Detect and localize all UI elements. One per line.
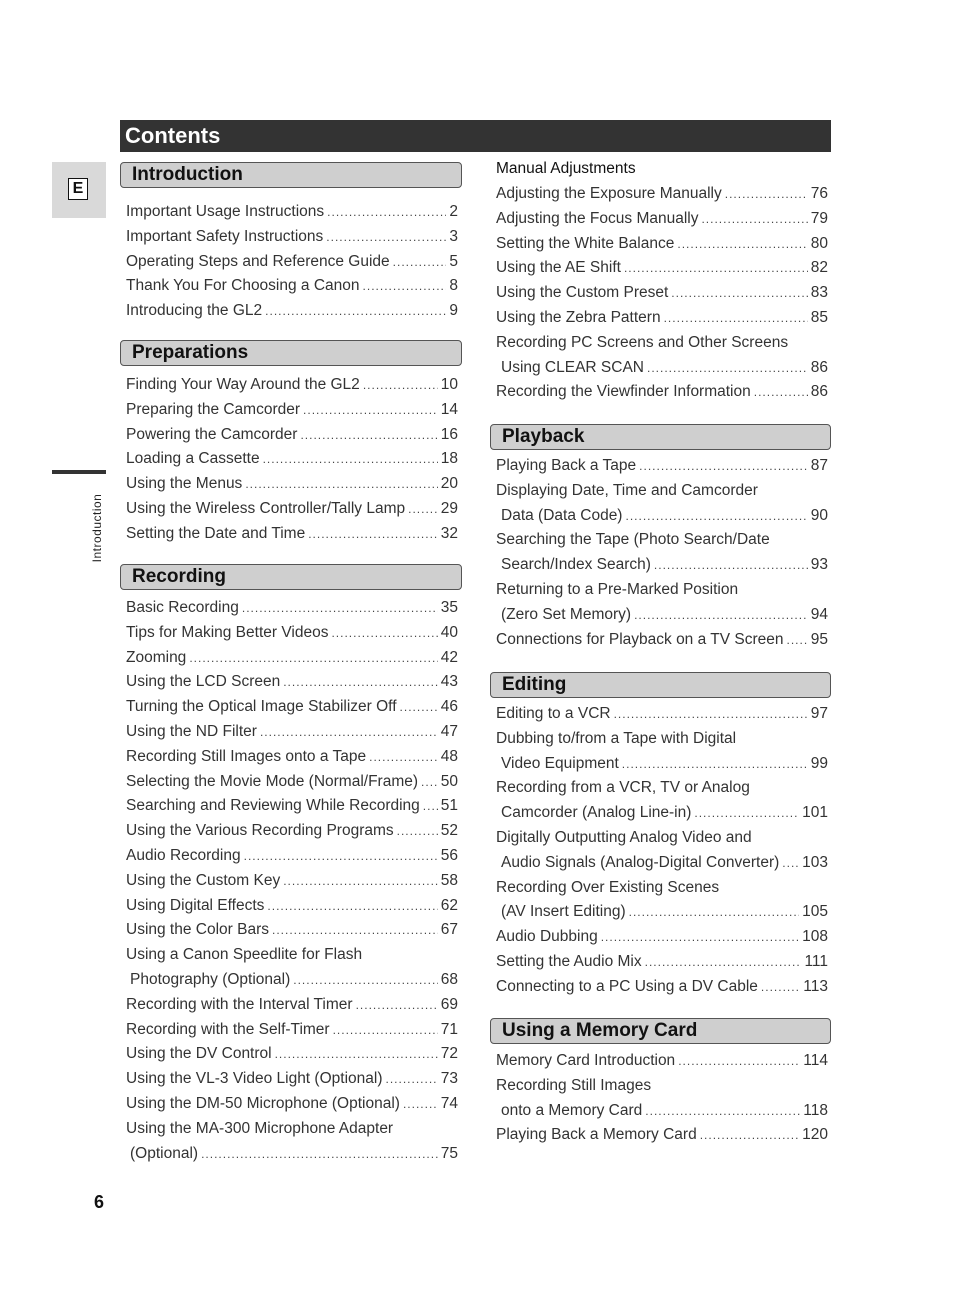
- toc-entry-text: Camcorder (Analog Line-in): [501, 804, 692, 822]
- toc-entry-text: (Optional): [130, 1144, 199, 1162]
- toc-entry-text: Important Usage Instructions: [126, 203, 325, 220]
- toc-entry: [126, 300, 458, 322]
- toc-entry-text: Editing to a VCR: [496, 705, 611, 722]
- toc-entry: [126, 374, 458, 396]
- toc-entry-page: 18: [440, 450, 458, 468]
- toc-entry-text: Using the DM-50 Microphone (Optional): [126, 1095, 400, 1112]
- toc-entry-page: 82: [810, 259, 828, 277]
- dot-leader: [647, 357, 808, 379]
- toc-entry: [496, 257, 828, 279]
- toc-entry: [126, 473, 458, 495]
- toc-entry-text: Zooming: [126, 648, 187, 666]
- section-header-editing: [490, 672, 831, 698]
- dot-leader: [786, 629, 807, 651]
- toc-entry-page: 111: [804, 953, 828, 970]
- dot-leader: [260, 721, 438, 743]
- toc-entry: [126, 275, 458, 297]
- toc-entry-text: Using the ND Filter: [126, 723, 257, 740]
- dot-leader: [761, 976, 800, 998]
- toc-entry: [126, 1068, 458, 1090]
- toc-entry-text: Playing Back a Memory Card: [496, 1126, 697, 1144]
- toc-entry: [126, 870, 458, 892]
- toc-entry-page: 73: [440, 1070, 458, 1088]
- section-header-introduction: [120, 162, 462, 188]
- toc-entry-text: Recording with the Self-Timer: [126, 1020, 330, 1038]
- toc-entry-page: 62: [440, 896, 458, 914]
- section-title: Editing: [502, 674, 567, 695]
- toc-entry-page: 52: [440, 822, 458, 840]
- dot-leader: [189, 647, 437, 669]
- toc-entry: [501, 357, 828, 379]
- toc-entry-text: Using the Color Bars: [126, 921, 270, 939]
- toc-entry-page: 86: [810, 383, 828, 401]
- toc-entry: [496, 1050, 828, 1072]
- toc-entry-text: Recording the Viewfinder Information: [496, 383, 751, 401]
- toc-entry-text: Adjusting the Exposure Manually: [496, 185, 722, 202]
- toc-entry: [496, 951, 828, 973]
- toc-entry-text: Recording with the Interval Timer: [126, 995, 353, 1013]
- toc-entry-page: 16: [440, 425, 458, 443]
- toc-entry-text: Important Safety Instructions: [126, 227, 324, 245]
- toc-entry: [126, 597, 458, 619]
- toc-entry-page: 74: [440, 1095, 458, 1112]
- toc-entry-page: 50: [440, 772, 458, 790]
- dot-leader: [272, 919, 438, 941]
- dot-leader: [654, 554, 808, 576]
- toc-entry: [126, 251, 458, 273]
- toc-entry: [496, 1124, 828, 1146]
- toc-entry-page: 76: [810, 185, 828, 202]
- dot-leader: [421, 771, 438, 793]
- dot-leader: [694, 802, 799, 824]
- toc-entry: [126, 201, 458, 223]
- toc-entry-text: Searching and Reviewing While Recording: [126, 797, 420, 815]
- toc-entry: [126, 696, 458, 718]
- toc-entry-page: 10: [440, 376, 458, 393]
- toc-entry-page: 80: [810, 234, 828, 252]
- toc-entry-page: 56: [440, 847, 458, 864]
- toc-entry-text: Powering the Camcorder: [126, 425, 298, 443]
- toc-entry: [126, 1043, 458, 1065]
- section-title: Playback: [502, 426, 585, 447]
- toc-entry-text: Connections for Playback on a TV Screen: [496, 630, 784, 648]
- toc-entry-text: Basic Recording: [126, 599, 239, 616]
- toc-entry-page: 69: [440, 995, 458, 1013]
- toc-entry: [501, 802, 828, 824]
- toc-entry-text: Photography (Optional): [130, 971, 291, 988]
- dot-leader: [263, 448, 438, 470]
- toc-entry-continued: Searching the Tape (Photo Search/Date: [496, 531, 770, 549]
- toc-entry-text: (AV Insert Editing): [501, 903, 626, 921]
- toc-entry: [126, 622, 458, 644]
- toc-entry-page: 101: [802, 804, 828, 822]
- toc-entry-text: Search/Index Search): [501, 556, 651, 574]
- toc-entry-page: 46: [440, 698, 458, 716]
- toc-entry-text: Recording Still Images onto a Tape: [126, 747, 367, 765]
- toc-entry-page: 114: [803, 1052, 828, 1069]
- dot-leader: [245, 473, 437, 495]
- toc-entry-text: Thank You For Choosing a Canon: [126, 277, 360, 295]
- dot-leader: [303, 399, 438, 421]
- toc-entry-text: Using Digital Effects: [126, 896, 265, 914]
- toc-entry-continued: Returning to a Pre-Marked Position: [496, 581, 739, 598]
- toc-entry: [496, 282, 828, 304]
- toc-entry: [501, 852, 828, 874]
- toc-entry: [496, 976, 828, 998]
- dot-leader: [624, 257, 808, 279]
- dot-leader: [678, 1050, 800, 1072]
- dot-leader: [356, 994, 438, 1016]
- toc-entry-continued: Recording Over Existing Scenes: [496, 878, 720, 896]
- toc-entry-text: Preparing the Camcorder: [126, 400, 301, 418]
- section-title: Using a Memory Card: [502, 1020, 698, 1041]
- dot-leader: [677, 233, 807, 255]
- toc-entry: [496, 307, 828, 329]
- toc-entry-page: 43: [440, 673, 458, 691]
- toc-entry: [501, 505, 828, 527]
- toc-entry-page: 67: [440, 921, 458, 939]
- toc-entry-continued: Displaying Date, Time and Camcorder: [496, 481, 758, 499]
- contents-title-bar: [120, 120, 831, 152]
- section-title: Introduction: [132, 164, 243, 185]
- toc-entry-page: 71: [440, 1020, 458, 1038]
- toc-entry: [126, 226, 458, 248]
- section-title: Preparations: [132, 342, 249, 363]
- dot-leader: [300, 424, 437, 446]
- dot-leader: [275, 1043, 438, 1065]
- dot-leader: [363, 275, 447, 297]
- toc-entry-continued: Recording from a VCR, TV or Analog: [496, 779, 750, 797]
- toc-entry: [496, 183, 828, 205]
- dot-leader: [385, 1068, 437, 1090]
- toc-entry-text: Audio Dubbing: [496, 928, 598, 946]
- dot-leader: [671, 282, 807, 304]
- toc-entry-text: Operating Steps and Reference Guide: [126, 252, 390, 270]
- toc-entry: [126, 647, 458, 669]
- toc-entry-text: Selecting the Movie Mode (Normal/Frame): [126, 772, 419, 790]
- page-title: Contents: [125, 123, 221, 148]
- dot-leader: [331, 622, 437, 644]
- dot-leader: [326, 226, 446, 248]
- dot-leader: [369, 746, 438, 768]
- toc-entry: [126, 795, 458, 817]
- toc-entry-page: 95: [810, 630, 828, 648]
- toc-entry-text: onto a Memory Card: [501, 1101, 643, 1119]
- toc-entry-text: Playing Back a Tape: [496, 457, 637, 474]
- toc-entry-page: 72: [440, 1045, 458, 1063]
- toc-entry: [496, 629, 828, 651]
- toc-entry-page: 93: [810, 556, 828, 574]
- toc-entry-text: Adjusting the Focus Manually: [496, 209, 699, 227]
- dot-leader: [393, 251, 447, 273]
- dot-leader: [725, 183, 808, 205]
- toc-entry-page: 79: [810, 209, 828, 227]
- toc-entry-text: Memory Card Introduction: [496, 1052, 676, 1069]
- toc-entry: [496, 208, 828, 230]
- toc-entry-page: 20: [440, 475, 458, 493]
- toc-entry-page: 47: [440, 723, 458, 740]
- side-rule: [52, 470, 106, 474]
- dot-leader: [201, 1143, 438, 1165]
- subsection-title-manual-adjustments: Manual Adjustments: [496, 160, 636, 177]
- toc-entry-page: 48: [440, 747, 458, 765]
- toc-entry-text: Using the Various Recording Programs: [126, 822, 394, 840]
- dot-leader: [265, 300, 446, 322]
- toc-entry: [126, 498, 458, 520]
- toc-entry-text: Using the Menus: [126, 475, 243, 493]
- toc-entry: [126, 771, 458, 793]
- toc-entry-page: 97: [810, 705, 828, 722]
- dot-leader: [423, 795, 438, 817]
- side-section-label: Introduction: [90, 493, 104, 563]
- toc-entry-text: Video Equipment: [501, 754, 619, 772]
- toc-entry: [501, 604, 828, 626]
- toc-entry-page: 120: [802, 1126, 828, 1144]
- section-title: Recording: [132, 566, 226, 587]
- toc-entry: [501, 753, 828, 775]
- dot-leader: [645, 1100, 800, 1122]
- toc-entry-continued: Digitally Outputting Analog Video and: [496, 829, 752, 846]
- toc-entry: [496, 455, 828, 477]
- toc-entry-text: Setting the Date and Time: [126, 524, 306, 542]
- toc-entry: [126, 845, 458, 867]
- toc-entry-page: 108: [802, 928, 828, 946]
- dot-leader: [634, 604, 808, 626]
- toc-entry-text: Using CLEAR SCAN: [501, 358, 644, 376]
- toc-entry-page: 14: [440, 400, 458, 418]
- dot-leader: [283, 671, 438, 693]
- toc-entry-page: 58: [440, 871, 458, 889]
- toc-entry: [496, 926, 828, 948]
- toc-entry-text: Audio Signals (Analog-Digital Converter): [501, 853, 780, 871]
- dot-leader: [400, 696, 438, 718]
- toc-entry-text: Data (Data Code): [501, 506, 623, 524]
- dot-leader: [625, 505, 807, 527]
- toc-entry: [501, 1100, 828, 1122]
- toc-entry-text: (Zero Set Memory): [501, 605, 632, 623]
- toc-entry-page: 35: [440, 599, 458, 616]
- dot-leader: [645, 951, 802, 973]
- toc-entry-page: 83: [810, 284, 828, 302]
- dot-leader: [327, 201, 446, 223]
- dot-leader: [308, 523, 438, 545]
- dot-leader: [403, 1093, 438, 1115]
- toc-entry-page: 51: [440, 797, 458, 815]
- dot-leader: [614, 703, 808, 725]
- dot-leader: [700, 1124, 799, 1146]
- dot-leader: [639, 455, 808, 477]
- toc-entry: [130, 1143, 458, 1165]
- dot-leader: [397, 820, 438, 842]
- toc-entry-text: Audio Recording: [126, 847, 241, 864]
- toc-entry-continued: Using a Canon Speedlite for Flash: [126, 946, 363, 964]
- section-header-memory-card: [490, 1018, 831, 1044]
- toc-entry-text: Using the Custom Preset: [496, 284, 669, 302]
- toc-entry: [501, 554, 828, 576]
- toc-entry-page: 113: [803, 977, 828, 995]
- dot-leader: [629, 901, 800, 923]
- toc-entry: [496, 703, 828, 725]
- toc-entry-page: 32: [440, 524, 458, 542]
- toc-entry-page: 94: [810, 605, 828, 623]
- toc-entry: [126, 820, 458, 842]
- toc-entry-text: Tips for Making Better Videos: [126, 623, 329, 641]
- toc-entry: [126, 671, 458, 693]
- language-tab: [52, 162, 106, 218]
- section-header-preparations: [120, 340, 462, 366]
- toc-entry-page: 3: [449, 227, 458, 245]
- toc-entry-page: 90: [810, 506, 828, 524]
- toc-entry-continued: Recording Still Images: [496, 1076, 652, 1094]
- toc-entry: [126, 746, 458, 768]
- dot-leader: [601, 926, 799, 948]
- toc-entry-text: Connecting to a PC Using a DV Cable: [496, 977, 758, 995]
- toc-entry-continued: Using the MA-300 Microphone Adapter: [126, 1119, 394, 1137]
- toc-entry-text: Using the Custom Key: [126, 871, 281, 889]
- section-header-playback: [490, 424, 831, 450]
- toc-entry-text: Introducing the GL2: [126, 302, 263, 320]
- toc-entry-page: 99: [810, 754, 828, 772]
- dot-leader: [244, 845, 438, 867]
- dot-leader: [333, 1019, 438, 1041]
- toc-entry-text: Using the LCD Screen: [126, 673, 281, 691]
- page-number: 6: [94, 1192, 105, 1212]
- toc-entry-text: Using the Wireless Controller/Tally Lamp: [126, 500, 406, 517]
- dot-leader: [283, 870, 438, 892]
- dot-leader: [701, 208, 807, 230]
- section-header-recording: [120, 564, 462, 590]
- toc-entry: [126, 994, 458, 1016]
- toc-entry: [130, 969, 458, 991]
- toc-entry-page: 68: [440, 971, 458, 988]
- toc-entry: [126, 399, 458, 421]
- toc-entry: [126, 1019, 458, 1041]
- dot-leader: [267, 895, 437, 917]
- toc-entry: [126, 895, 458, 917]
- toc-entry-page: 29: [440, 500, 458, 517]
- toc-entry-page: 8: [449, 277, 458, 295]
- dot-leader: [363, 374, 438, 396]
- dot-leader: [408, 498, 438, 520]
- toc-entry: [126, 448, 458, 470]
- toc-entry: [501, 901, 828, 923]
- toc-entry: [496, 381, 828, 403]
- toc-entry-page: 75: [440, 1144, 458, 1162]
- toc-entry: [126, 721, 458, 743]
- toc-entry-page: 86: [810, 358, 828, 376]
- dot-leader: [754, 381, 808, 403]
- toc-entry-text: Loading a Cassette: [126, 450, 260, 468]
- language-tab-label: E: [68, 178, 88, 200]
- toc-entry-page: 42: [440, 648, 458, 666]
- toc-entry-text: Turning the Optical Image Stabilizer Off: [126, 698, 397, 716]
- toc-entry: [496, 233, 828, 255]
- toc-entry-text: Setting the White Balance: [496, 234, 675, 252]
- dot-leader: [293, 969, 437, 991]
- toc-entry: [126, 424, 458, 446]
- toc-entry-page: 5: [449, 252, 458, 270]
- toc-entry-page: 9: [449, 302, 458, 320]
- toc-entry-page: 40: [440, 623, 458, 641]
- toc-entry-continued: Dubbing to/from a Tape with Digital: [496, 729, 737, 747]
- toc-entry-text: Finding Your Way Around the GL2: [126, 376, 360, 393]
- dot-leader: [664, 307, 808, 329]
- toc-entry-text: Using the Zebra Pattern: [496, 309, 661, 326]
- toc-entry-page: 105: [802, 903, 828, 921]
- dot-leader: [242, 597, 438, 619]
- dot-leader: [622, 753, 808, 775]
- dot-leader: [782, 852, 799, 874]
- toc-entry-page: 103: [802, 853, 828, 871]
- toc-entry-page: 87: [810, 457, 828, 474]
- toc-entry: [126, 523, 458, 545]
- toc-entry-page: 2: [449, 203, 458, 220]
- toc-entry-text: Setting the Audio Mix: [496, 953, 642, 970]
- toc-entry: [126, 1093, 458, 1115]
- toc-entry-text: Using the VL-3 Video Light (Optional): [126, 1070, 383, 1088]
- toc-entry-text: Using the AE Shift: [496, 259, 621, 277]
- toc-entry: [126, 919, 458, 941]
- toc-entry-page: 85: [810, 309, 828, 326]
- toc-entry-continued: Recording PC Screens and Other Screens: [496, 333, 789, 351]
- toc-entry-page: 118: [803, 1101, 828, 1119]
- toc-entry-text: Using the DV Control: [126, 1045, 272, 1063]
